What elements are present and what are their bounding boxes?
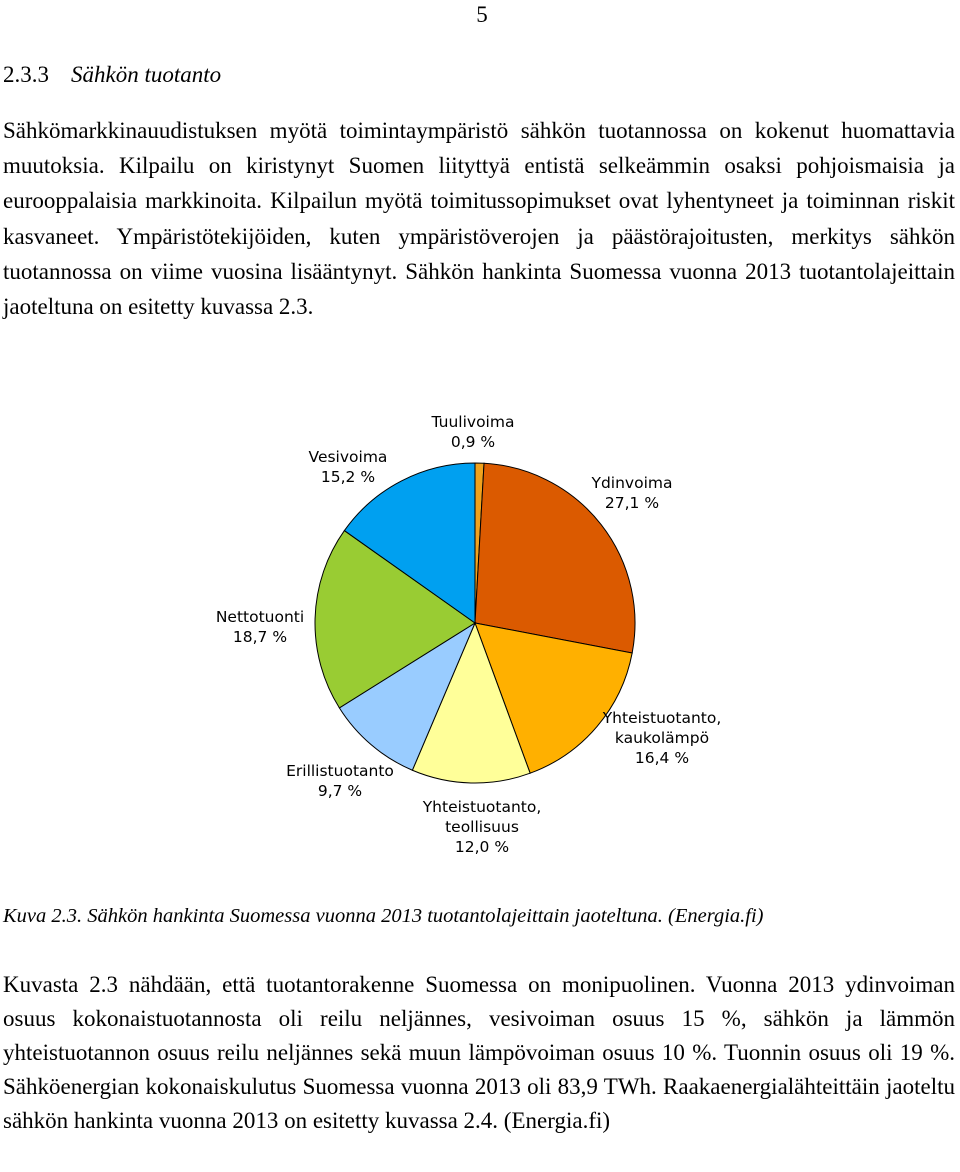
intro-paragraph: Sähkömarkkinauudistuksen myötä toimintaympäristö sähkön tuotannossa on kokenut huomattavia muutoksia. Kilpailu on kiristynyt Suomen liityttyä entistä selkeämmin osaksi pohjoismaisia ja eurooppalaisia markkinoita. Kilpailun myötä toimitussopimukset ovat lyhentyneet ja toiminnan riskit kasvaneet. Ympäristötekijöiden, kuten ympäristöverojen ja päästörajoitusten, merkitys sähkön tuotannossa on viime vuosina lisääntynyt. Sähkön hankinta Suomessa vuonna 2013 tuotantolajeittain jaoteltuna on esitetty kuvassa 2.3. [3, 118, 955, 320]
body-paragraph: Kuvasta 2.3 nähdään, että tuotantorakenne Suomessa on monipuolinen. Vuonna 2013 ydinvoiman osuus kokonaistuotannosta oli reilu neljännes, vesivoiman osuus 15 %, sähkön ja lämmön yhteistuotannon osuus reilu neljännes sekä muun lämpövoiman osuus 10 %. Tuonnin osuus oli 19 %. Sähköenergian kokonaiskulutus Suomessa vuonna 2013 oli 83,9 TWh. Raakaenergialähteittäin jaoteltu sähkön hankinta vuonna 2013 on esitetty kuvassa 2.4. (Energia.fi) [3, 972, 955, 1133]
pie-label-vesivoima-6: Vesivoima 15,2 % [308, 448, 388, 486]
page-number: 5 [476, 2, 488, 27]
pie-label-tuulivoima-0: Tuulivoima 0,9 % [431, 413, 515, 451]
section-number: 2.3.3 [3, 62, 49, 87]
figure-caption: Kuva 2.3. Sähkön hankinta Suomessa vuonna 2013 tuotantolajeittain jaoteltuna. (Energia.fi) [3, 905, 764, 927]
section-title: Sähkön tuotanto [71, 62, 222, 87]
pie-chart-svg [200, 400, 760, 870]
pie-label-nettotuonti-5: Nettotuonti 18,7 % [215, 608, 305, 646]
pie-chart [200, 400, 760, 870]
pie-label-ydinvoima-1: Ydinvoima 27,1 % [591, 474, 673, 512]
section-heading [3, 62, 221, 88]
pie-label-erillistuotanto-4: Erillistuotanto 9,7 % [286, 762, 394, 800]
pie-label-yhteistuotanto-3: Yhteistuotanto, teollisuus 12,0 % [422, 798, 542, 856]
pie-label-yhteistuotanto-2: Yhteistuotanto, kaukolämpö 16,4 % [602, 709, 722, 767]
